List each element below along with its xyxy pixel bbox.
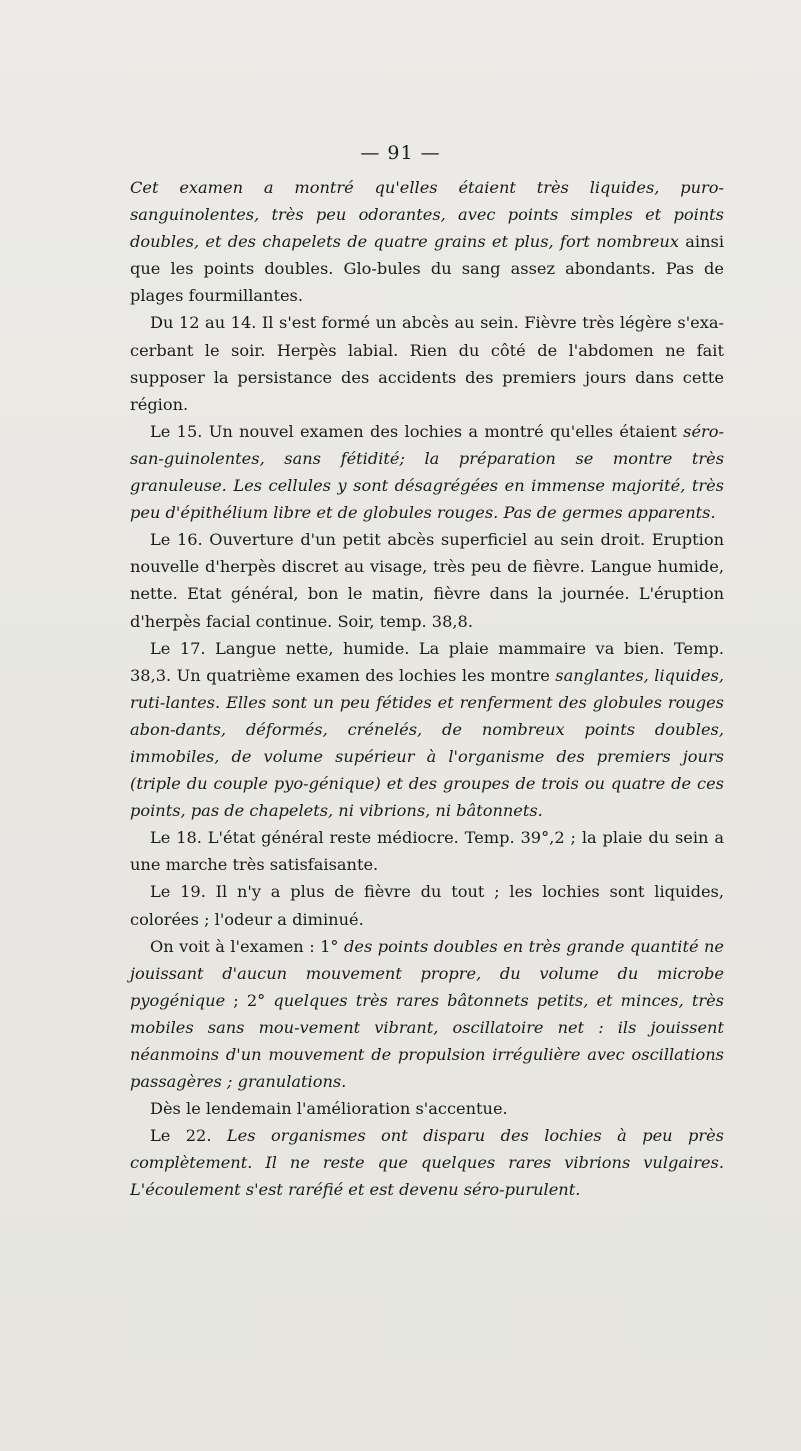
paragraph bbox=[130, 635, 724, 825]
text-run: Cet examen a montré qu'elles étaient très liquides, puro-sanguinolentes, très peu odorantes, avec points simples et points doubles, et des chapelets de quatre grains et plus, fort nombreux bbox=[130, 178, 724, 252]
page-number: — 91 — bbox=[360, 142, 441, 164]
paragraph bbox=[130, 309, 724, 417]
text-run: Le 16. Ouverture d'un petit abcès superficiel au sein droit. Eruption nouvelle d'herpès discret au visage, très peu de fièvre. Langue humide, nette. Etat général, bon le matin, fièvre dans la journée. L'éruption d'herpès facial continue. Soir, temp. 38,8. bbox=[130, 530, 724, 631]
text-run: Du 12 au 14. Il s'est formé un abcès au sein. Fièvre très légère s'exa-cerbant le soir. Herpès labial. Rien du côté de l'abdomen ne fait supposer la persistance des accidents des premiers jours dans cette région. bbox=[130, 313, 724, 414]
paragraph bbox=[130, 1122, 724, 1203]
text-run: Le 18. L'état général reste médiocre. Temp. 39°,2 ; la plaie du sein a une marche très satisfaisante. bbox=[130, 828, 724, 875]
paragraph bbox=[130, 878, 724, 932]
paragraph bbox=[130, 1095, 724, 1122]
paragraph bbox=[130, 526, 724, 634]
text-run: ainsi que les points doubles. Glo-bules du sang assez abondants. Pas de plages fourmillantes. bbox=[130, 232, 724, 306]
body-text bbox=[130, 174, 724, 1204]
paragraph bbox=[130, 174, 724, 309]
text-run: Les organismes ont disparu des lochies à peu près complètement. Il ne reste que quelques rares vibrions vulgaires. L'écoulement s'est raréfié et est devenu séro-purulent. bbox=[130, 1126, 724, 1200]
text-run: Le 17. Langue nette, humide. La plaie mammaire va bien. Temp. 38,3. Un quatrième examen des lochies les montre bbox=[130, 638, 724, 685]
text-run: séro-san-guinolentes, sans fétidité; la préparation se montre très granuleuse. Les cellules y sont désagrégées en immense majorité, très peu d'épithélium libre et de globules rouges. Pas de germes apparents. bbox=[130, 421, 724, 523]
text-run: Le 15. Un nouvel examen des lochies a montré qu'elles étaient bbox=[150, 421, 684, 441]
text-run: Le 19. Il n'y a plus de fièvre du tout ; les lochies sont liquides, colorées ; l'odeur a diminué. bbox=[130, 882, 724, 929]
text-run: sanglantes, liquides, ruti-lantes. Elles sont un peu fétides et renferment des globules rouges abon-dants, déformés, crénelés, de nombreux points doubles, immobiles, de volume supérieur à l'organisme des premiers jours (triple du couple pyo-génique) et des groupes de trois ou quatre de ces points, pas de chapelets, ni vibrions, ni bâtonnets. bbox=[130, 665, 724, 821]
text-run: Dès le lendemain l'amélioration s'accentue. bbox=[150, 1099, 508, 1119]
paragraph bbox=[130, 933, 724, 1096]
text-run: ; 2° bbox=[225, 990, 274, 1010]
paragraph bbox=[130, 418, 724, 526]
text-run: des points doubles en très grande quantité ne jouissant d'aucun mouvement propre, du volume du microbe pyogénique bbox=[130, 936, 725, 1010]
text-run: Le 22. bbox=[150, 1126, 227, 1146]
text-run: quelques très rares bâtonnets petits, et minces, très mobiles sans mou-vement vibrant, oscillatoire net : ils jouissent néanmoins d'un mouvement de propulsion irrégulière avec oscillations passagères ; granulations. bbox=[130, 990, 724, 1092]
paragraph bbox=[130, 824, 724, 878]
text-run: On voit à l'examen : 1° bbox=[150, 936, 345, 956]
